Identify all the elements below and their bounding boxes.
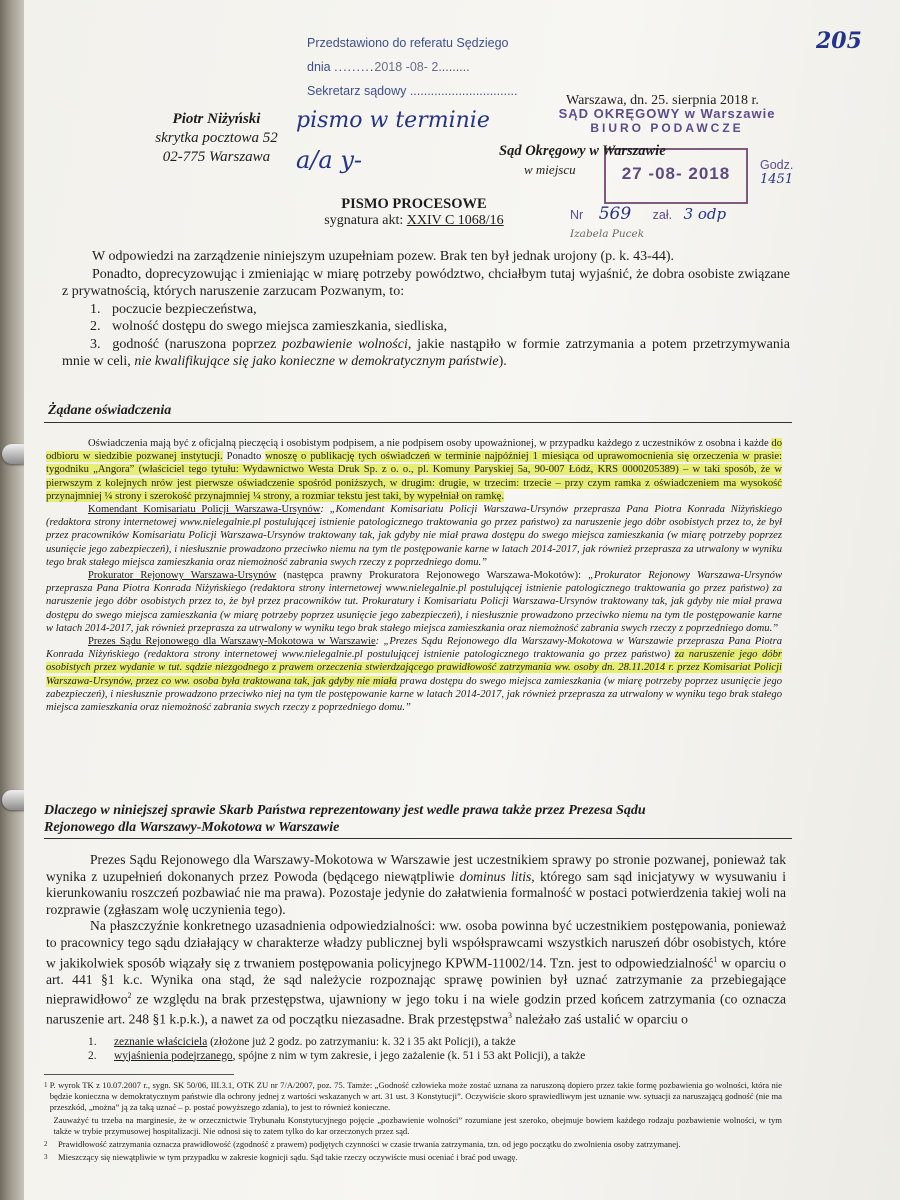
footnotes [44,1080,782,1163]
statement-court-president: Prezes Sądu Rejonowego dla Warszawy-Mokotowa w Warszawie: „Prezes Sądu Rejonowego dla Warszawy-Mokotowa w Warszawie przeprasza Pana Piotra Konrada Niżyńskiego (redaktora strony internetowej www.nielegalnie.pl postulującej istnienie patologicznego traktowania go przez państwo) za naruszenie jego dóbr osobistych przez wydanie w tut. sądzie niezgodnego z prawem orzeczenia stwierdzającego prawidłowość zatrzymania ww. osoby dn. 28.11.2014 r. przez Komisariat Policji Warszawa-Ursynów, przez co ww. osoba była traktowana tak, jak gdyby nie miała prawa dostępu do swego miejsca zamieszkania (w miarę potrzeby poprzez usunięcie jego zabezpieczeń), i niesłusznie prowadzono przeciwko niej na tym tle postępowanie karne w latach 2014-2017, jak również przeprasza za utrwalony w wyniku tego brak stałego miejsca zamieszkania oraz niemożność zabrania swych rzeczy z poprzedniego domu.” [46,636,783,714]
court-stamp-signature: Izabela Pucek [570,228,645,240]
list-item: 1. poczucie bezpieczeństwa, [90,301,257,317]
referral-stamp-clerk: Sekretarz sądowy ............................... [307,84,518,98]
statement-prosecutor: Prokurator Rejonowy Warszawa-Ursynów (następca prawny Prokuratora Rejonowego Warszawa-Mokotów): „Prokurator Rejonowy Warszawa-Ursynów przeprasza Pana Piotra Konrada Niżyńskiego (redaktora strony internetowej www.nielegalnie.pl postulującej istnienie patologicznego traktowania go przez państwo) za naruszenie jego dóbr osobistych przez to, że był przez pracowników tut. Prokuratury i Komisariatu Policji Warszawa-Ursynów traktowany tak, jak gdyby nie miał prawa dostępu do swego miejsca zamieszkania (w miarę potrzeby poprzez usunięcie jego zabezpieczeń), i niesłusznie prowadzono przeciwko niemu na tym tle postępowanie karne w latach 2014-2017, jak również przeprasza za utrwalony w wyniku tego brak stałego miejsca zamieszkania oraz niemożność zabrania swych rzeczy z poprzedniego domu.” [46,570,783,634]
intro-paragraph-1: W odpowiedzi na zarządzenie niniejszym uzupełniam pozew. Brak ten był jednak urojony (p. k. 43-44). [92,249,674,264]
intro-block [62,248,790,371]
personal-rights-list [62,301,790,336]
handwritten-note-line1: pismo w terminie [296,108,490,133]
court-stamp-date-box: 27 -08- 2018 [604,148,748,204]
section-heading-demanded-statements: Żądane oświadczenia [48,403,172,418]
section-divider [44,838,792,839]
recipient-court: Sąd Okręgowy w Warszawie [499,143,666,159]
section-heading-state-treasury: Dlaczego w niniejszej sprawie Skarb Państwa reprezentowany jest wedle prawa także przez Prezesa Sądu Rejonowego dla Warszawy-Mokotowa w Warszawie [44,803,646,835]
court-stamp-hour: Godz. 1451 [760,158,794,187]
binder-edge [0,0,24,1200]
court-stamp-number: Nr 569 zał. 3 odp [570,204,727,224]
page-number: 205 [816,28,862,54]
document-title: PISMO PROCESOWE [341,196,487,212]
list-item: 3. godność (naruszona poprzez pozbawienie wolności, jakie nastąpiło w formie zatrzymania a potem przetrzymywania mnie w celi, nie kwalifikujące się jako konieczne w demokratycznym państwie). [62,336,790,369]
footnote: Zauważyć tu trzeba na marginesie, że w orzecznictwie Trybunału Konstytucyjnego pojęcie „pozbawienie wolności” rozumiane jest szeroko, obejmuje bowiem każdego rodzaju pozbawienie wolności, w tym także w trybie przymusowej hospitalizacji. Nie odnosi się to zatem tylko do kar orzeczonych przez sąd. [53,1115,782,1136]
statement-police: Komendant Komisariatu Policji Warszawa-Ursynów: „Komendant Komisariatu Policji Warszawa-Ursynów przeprasza Pana Piotra Konrada Niżyńskiego (redaktora strony internetowej www.nielegalnie.pl postulującej istnienie patologicznego traktowania go przez państwo) za naruszenie jego dóbr osobistych przez to, że był przez pracowników Komisariatu Policji Warszawa-Ursynów traktowany tak, jak gdyby nie miał prawa dostępu do swego miejsca zamieszkania (w miarę potrzeby poprzez usunięcie jego zabezpieczeń), i niesłusznie prowadzono przeciwko niemu na tym tle postępowanie karne w latach 2014-2017, jak również przeprasza za utrwalony w wyniku tego brak stałego miejsca zamieszkania oraz niemożność zabrania swych rzeczy z poprzedniego domu.” [46,504,782,568]
list-item: 2. wolność dostępu do swego miejsca zamieszkania, siedliska, [90,319,448,334]
handwritten-note-line2: a/a y- [296,146,362,174]
intro-paragraph-2: Ponadto, doprecyzowując i zmieniając w miarę potrzeby powództwo, chciałbym tutaj wyjaśnić, że dobra osobiste związane z prywatnością, których naruszenie zarzucam Pozwanym, to: [62,266,790,299]
referral-stamp-date: dnia .........2018 -08- 2......... [307,60,470,74]
footnote: 3 Mieszczący się niewątpliwie w tym przypadku w zakresie kognicji sądu. Sąd takie rzeczy oczywiście musi oceniać i brać pod uwagę. [44,1152,518,1162]
document-page [24,0,900,1200]
date-line: Warszawa, dn. 25. sierpnia 2018 r. [566,93,759,108]
footnote: 2 Prawidłowość zatrzymania oznacza prawidłowość (zgodność z prawem) podjętych czynności w czasie trwania zatrzymania, tzn. od jego początku do zwolnienia osoby zatrzymanej. [44,1139,681,1149]
statements-block [46,437,782,714]
list-item: 2. wyjaśnienia podejrzanego, spójne z nim w tym zakresie, i jego zażalenie (k. 51 i 53 akt Policji), a także [88,1049,586,1062]
case-signature: sygnatura akt: XXIV C 1068/16 [324,213,504,228]
paragraph: Prezes Sądu Rejonowego dla Warszawy-Mokotowa w Warszawie jest uczestnikiem sprawy po stronie pozwanej, ponieważ tak wynika z uzupełnień dokonanych przez Powoda (będącego niewątpliwie dominus litis, którego sam sąd inicjatywy w wysuwaniu i kierunkowaniu roszczeń pozbawiać nie ma prawa). Pozostaje jedynie do załatwienia formalność w postaci potwierdzenia takiej woli na rozprawie (zgłaszam wolę uczynienia tego). [46,852,786,917]
state-treasury-block [46,852,786,1063]
sender-block: Piotr Niżyński skrytka pocztowa 52 02-775 Warszawa [155,111,278,165]
paragraph: Na płaszczyźnie konkretnego uzasadnienia odpowiedzialności: ww. osoba powinna być uczestnikiem postępowania, ponieważ to pracownicy tego sądu działający w charakterze władzy publicznej byli współsprawcami wszystkich naruszeń dóbr osobistych, które w jakikolwiek sposób wiązały się z trwaniem postępowania policyjnego KPWM-11002/14. Tzn. jest to odpowiedzialność$^1$ w oparciu o art. 441 §1 k.c. Wynika ona stąd, że sąd należycie rozpoznając sprawę powinien był uznać zatrzymanie za przebiegające nieprawidłowo$^2$ ze względu na brak przestępstwa, ujawniony w jego toku i na wiele godzin przed końcem zatrzymania (co oznacza naruszenie art. 248 §1 k.p.k.), a nawet za od początku niezasadne. Brak przestępstwa$^3$ należało zaś ustalić w oparciu o [46,918,786,1027]
evidence-list [46,1035,786,1063]
referral-stamp-line1: Przedstawiono do referatu Sędziego [307,36,509,50]
section-divider [44,422,792,423]
court-stamp-header: SĄD OKRĘGOWY w Warszawie BIURO PODAWCZE [558,106,776,135]
recipient-location: w miejscu [524,162,576,177]
list-item: 1. zeznanie właściciela (złożone już 2 godz. po zatrzymaniu: k. 32 i 35 akt Policji), a także [88,1035,516,1048]
footnote: 1 P. wyrok TK z 10.07.2007 r., sygn. SK 50/06, III.3.1, OTK ZU nr 7/A/2007, poz. 75. Tamże: „Godność człowieka może zostać uznana za naruszoną dopiero przez takie formę pozbawienia go wolności, która nie będzie konieczna w demokratycznym państwie dla ochrony jednej z wartości wskazanych w art. 31 ust. 3 Konstytucji”. Oczywiście skoro sprawiedliwym jest uznanie ww. sytuacji za naruszającą godność (nie ma przeszkód, „można” ją za taką uznać – p. postać powyższego zdania), to jest to również konieczne. [44,1080,782,1112]
statements-intro: Oświadczenia mają być z oficjalną pieczęcią i osobistym podpisem, a nie podpisem osoby upoważnionej, w przypadku każdego z uczestników z osobna i każde do odbioru w siedzibie pozwanej instytucji. Ponadto wnoszę o publikację tych oświadczeń w terminie najpóźniej 1 miesiąca od uprawomocnienia się orzeczenia w prasie: tygodniku „Angora” (właściciel tego tytułu: Wydawnictwo Westa Druk Sp. z o. o., pl. Komuny Paryskiej 5a, 90-007 Łódź, KRS 0000205389) – w taki sposób, że w pierwszym z kolejnych nrów jest pierwsze oświadczenie spośród poniższych, w drugim: drugie, w trzecim: trzecie – przy czym ramka z oświadczeniem ma wysokość przynajmniej ¼ strony i szerokość przynajmniej ¼ strony, a rozmiar tekstu jest taki, by wypełniał on ramkę. [46,438,782,502]
footnote-divider [44,1074,234,1075]
